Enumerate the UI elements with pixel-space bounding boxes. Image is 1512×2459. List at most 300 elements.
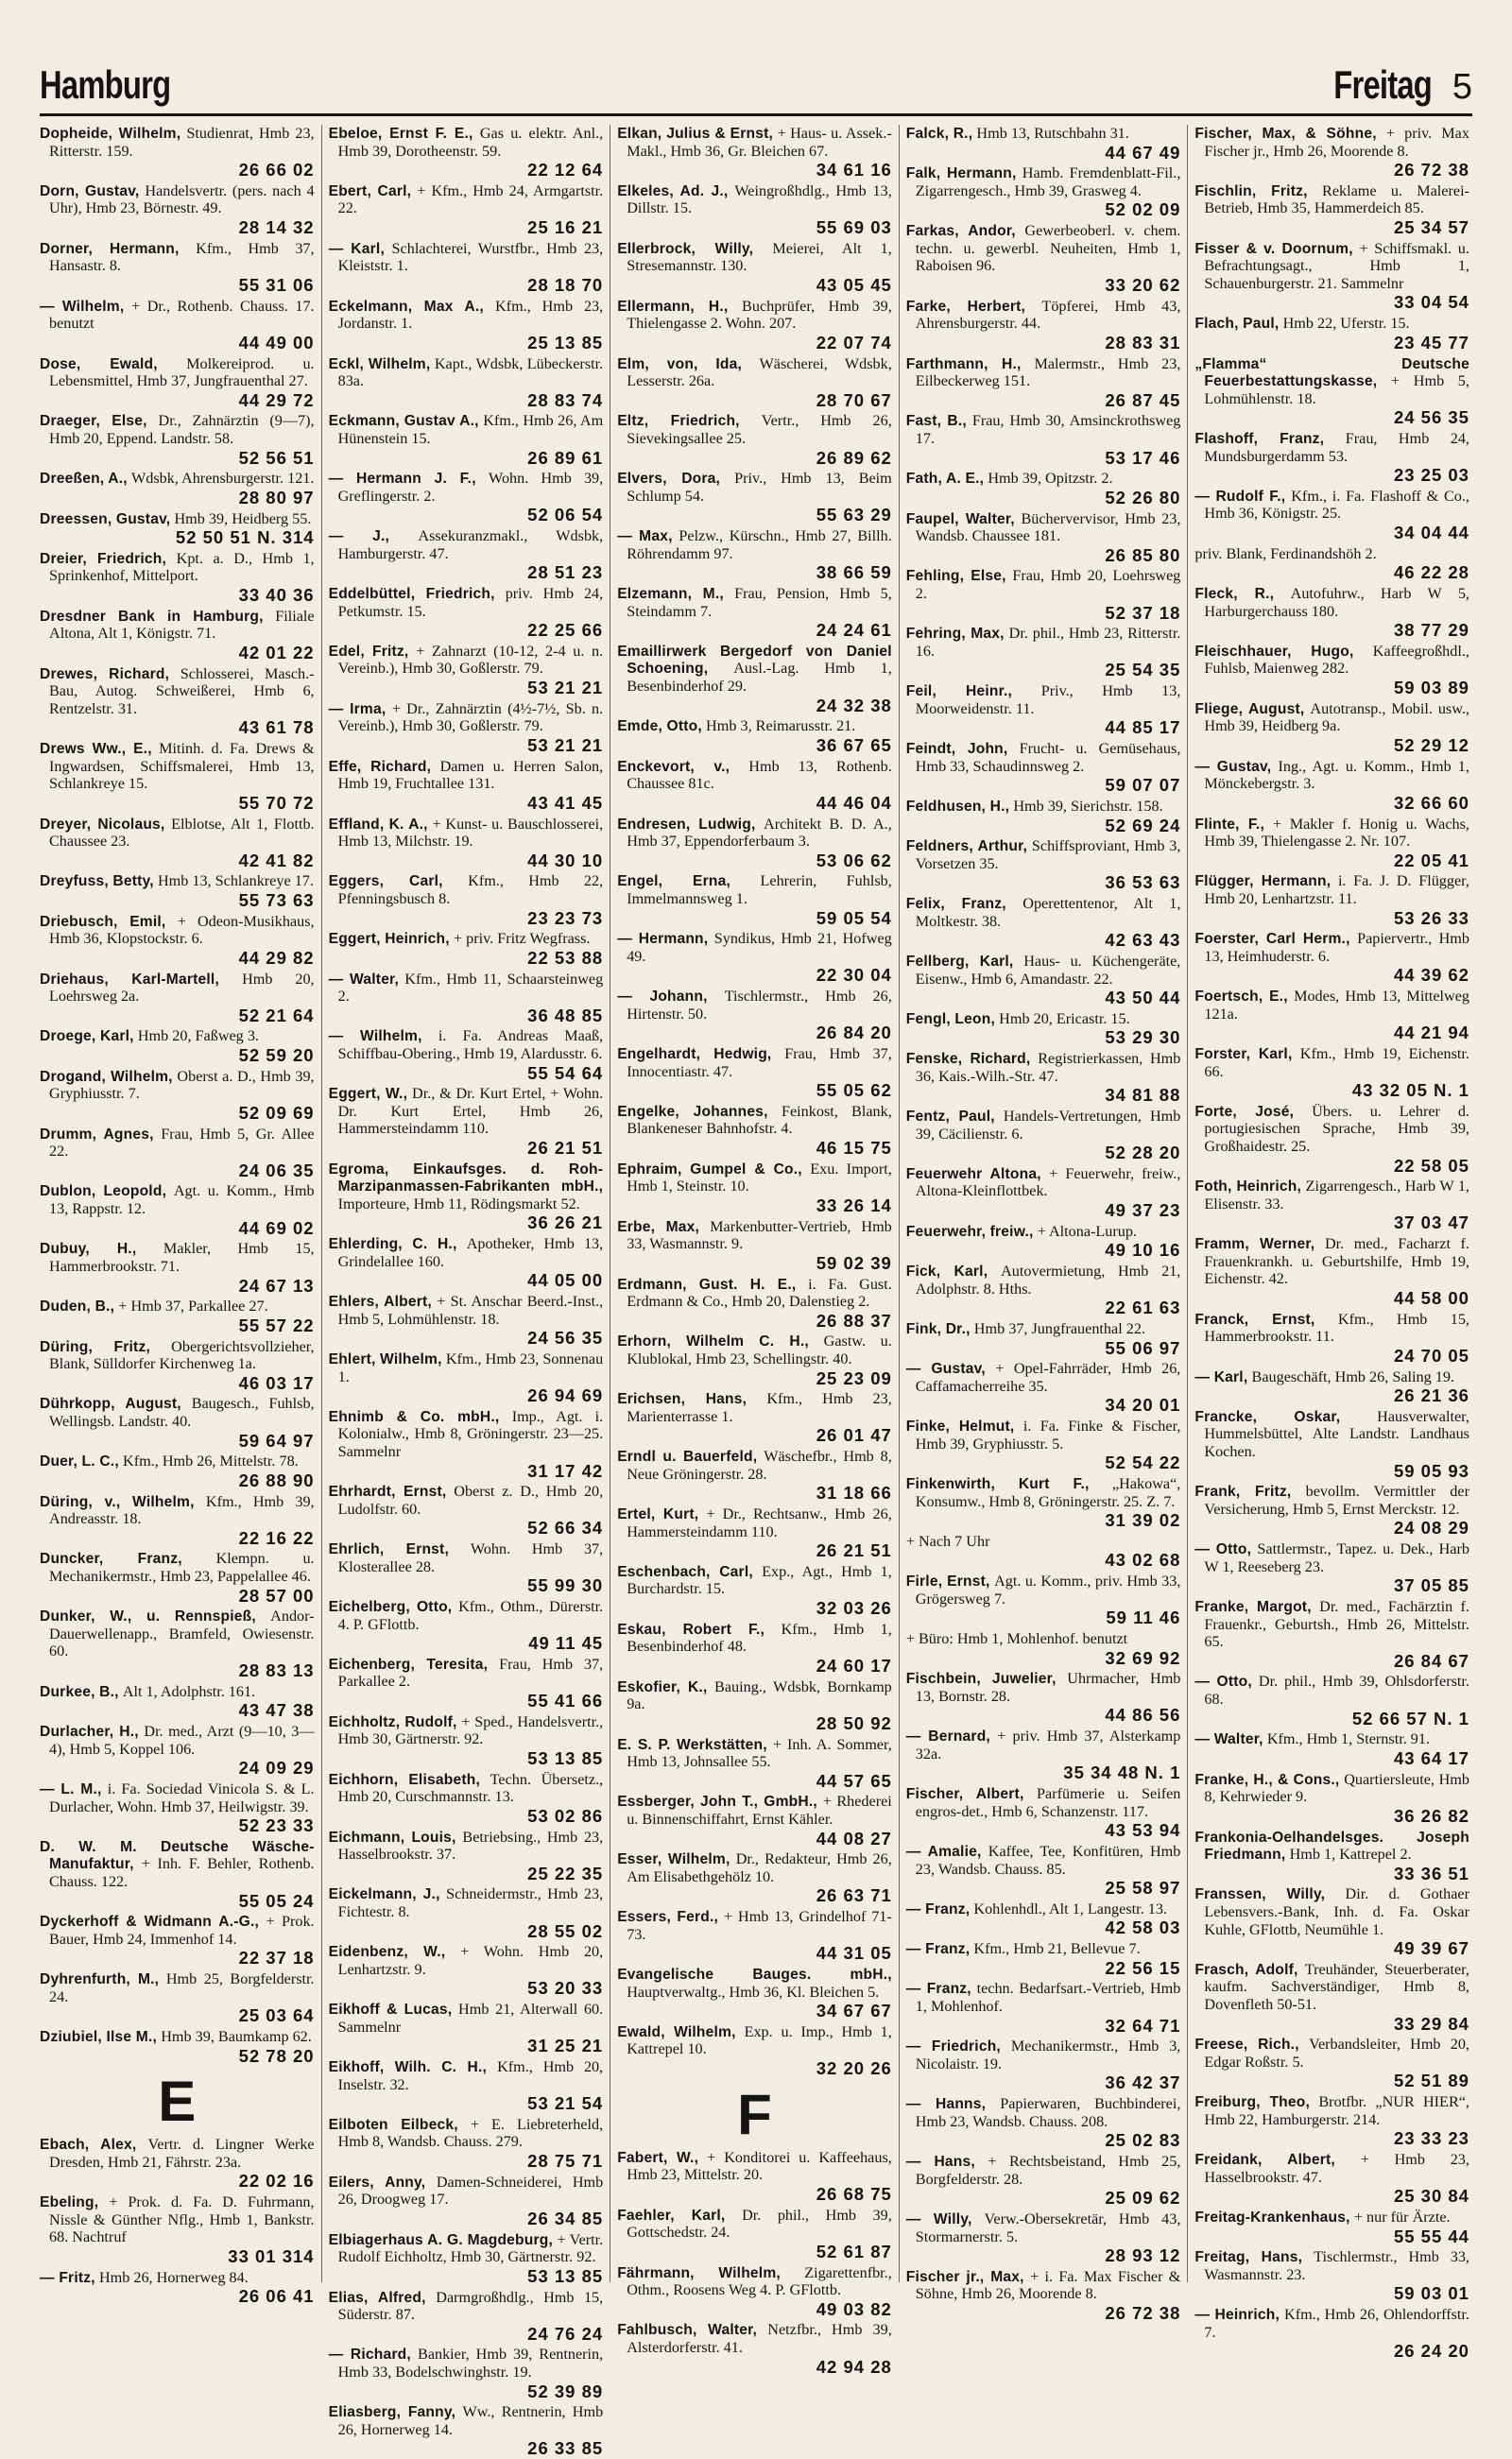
entry-name: Enckevort, v., [617, 758, 730, 775]
entry-name: Dunker, W., u. Rennspieß, [40, 1608, 256, 1625]
entry-name: Eidenbenz, W., [328, 1944, 446, 1961]
entry-details: Exu. Import, Hmb 1, Steinstr. 10. [627, 1160, 892, 1195]
entry-details: Ausl.-Lag. Hmb 1, Besenbinderhof 29. [627, 660, 892, 696]
entry-details: Vertr. d. Lingner Werke Dresden, Hmb 21, Fährstr. 23a. [49, 2136, 315, 2171]
entry-phone: 46 03 17 [238, 1372, 315, 1393]
directory-entry [40, 872, 315, 910]
entry-details: priv. Blank, Ferdinandshöh 2. [1194, 544, 1377, 562]
entry-phone: 34 04 44 [1393, 522, 1469, 542]
entry-details: Frau, Hmb 37, Parkallee 2. [337, 1655, 604, 1691]
entry-name: E. S. P. Werkstätten, [617, 1736, 767, 1753]
entry-phone: 36 67 65 [816, 734, 892, 755]
entry-phone: 53 17 46 [1105, 447, 1181, 468]
entry-phone: 25 58 97 [1105, 1878, 1181, 1899]
entry-phone: 25 13 85 [527, 332, 604, 353]
entry-details: Kfm., Hmb 1, Besenbinderhof 48. [627, 1620, 892, 1656]
entry-name: — Johann, [617, 989, 708, 1006]
entry-details: Oberst a. D., Hmb 39, Gryphiusstr. 7. [49, 1067, 315, 1103]
entry-details: Autofuhrw., Harb W 5, Harburgerchauss 180. [1204, 585, 1469, 620]
entry-details: Frau, Hmb 20, Loehrsweg 2. [915, 567, 1181, 602]
entry-details: Hamb. Fremdenblatt-Fil., Zigarrengesch., Hmb 39, Grasweg 4. [915, 164, 1181, 199]
entry-name: Esser, Wilhelm, [617, 1851, 730, 1868]
entry-name: Feuerwehr, freiw., [905, 1223, 1034, 1240]
directory-entry [40, 355, 315, 411]
directory-entry [617, 182, 892, 238]
entry-name: Eckelmann, Max A., [328, 298, 484, 315]
directory-entry [329, 1771, 604, 1827]
entry-phone: 59 07 07 [1105, 775, 1181, 796]
directory-entry [40, 1970, 315, 2026]
directory-entry [329, 643, 604, 698]
entry-name: Drumm, Agnes, [40, 1126, 154, 1143]
entry-phone: 55 57 22 [238, 1315, 315, 1335]
entry-name: Erichsen, Hans, [617, 1391, 747, 1408]
entry-name: — Gustav, [1194, 758, 1272, 775]
entry-name: — Willy, [905, 2210, 972, 2227]
directory-entry [1194, 930, 1469, 986]
entry-phone: 34 61 16 [816, 160, 892, 181]
entry-details: Kfm., Hmb 11, Schaarsteinweg 2. [337, 970, 604, 1006]
entry-phone: 28 93 12 [1105, 2245, 1181, 2266]
entry-name: Dreier, Friedrich, [40, 550, 167, 567]
directory-entry [329, 1885, 604, 1941]
directory-entry [40, 2028, 315, 2066]
entry-details: Dr. med., Facharzt f. Frauenkrankh. u. Geburtshilfe, Hmb 19, Eichenstr. 42. [1204, 1235, 1469, 1288]
entry-phone: 33 29 84 [1393, 2013, 1469, 2034]
directory-entry [329, 1829, 604, 1884]
directory-entry [329, 1943, 604, 1999]
entry-details: + Hmb 5, Lohmühlenstr. 18. [1204, 372, 1469, 407]
directory-entry [1194, 1178, 1469, 1233]
directory-entry [1194, 355, 1469, 428]
entry-phone: 43 50 44 [1105, 988, 1181, 1008]
directory-entry [906, 222, 1181, 295]
entry-details: „Hakowa“, Konsumw., Hmb 8, Gröningerstr. 25. Z. 7. [915, 1474, 1181, 1510]
entry-name: Durlacher, H., [40, 1724, 139, 1741]
entry-name: Freese, Rich., [1194, 2037, 1299, 2054]
entry-phone: 34 81 88 [1105, 1085, 1181, 1106]
directory-entry [617, 585, 892, 641]
entry-phone: 53 20 33 [527, 1978, 604, 1999]
entry-details: Kfm., i. Fa. Flashoff & Co., Hmb 36, Königstr. 25. [1204, 487, 1469, 523]
entry-details: Architekt B. D. A., Hmb 37, Eppendorferbaum 3. [627, 815, 892, 851]
entry-details: Hmb 13, Schlankreye 17. [157, 872, 314, 890]
entry-phone: 26 21 36 [1393, 1385, 1469, 1406]
entry-phone: 59 03 89 [1393, 678, 1469, 698]
entry-details: Treuhänder, Steuerberater, kaufm. Sachverständiger, Hmb 8, Dovenfleth 50-51. [1204, 1960, 1469, 2014]
directory-entry [329, 758, 604, 814]
directory-entry [906, 1573, 1181, 1628]
entry-name: Eckl, Wilhelm, [328, 355, 431, 372]
entry-details: Übers. u. Lehrer d. portugiesischen Sprache, Hmb 39, Großhaidestr. 25. [1204, 1102, 1469, 1156]
entry-details: + Inh. A. Sommer, Hmb 13, Johnsallee 55. [627, 1735, 892, 1771]
entry-phone: 26 24 20 [1393, 2341, 1469, 2362]
entry-phone: 24 60 17 [816, 1655, 892, 1676]
directory-column [899, 125, 1188, 2323]
directory-entry [329, 2116, 604, 2172]
directory-entry [906, 1940, 1181, 1978]
entry-details: Hmb 39, Heidberg 55. [174, 509, 312, 527]
directory-entry [1194, 872, 1469, 928]
entry-name: — Hermann, [617, 931, 709, 948]
directory-entry [617, 816, 892, 871]
entry-phone: 22 53 88 [527, 947, 604, 968]
entry-details: Hmb 39, Opitzstr. 2. [988, 470, 1113, 488]
entry-name: Franke, H., & Cons., [1194, 1771, 1340, 1788]
entry-name: Dose, Ewald, [40, 355, 158, 372]
entry-phone: 26 85 80 [1105, 544, 1181, 565]
entry-details: + priv. Fritz Wegfrass. [453, 930, 591, 948]
directory-entry [40, 125, 315, 181]
directory-entry [40, 1182, 315, 1238]
entry-phone: 59 02 39 [816, 1252, 892, 1273]
entry-name: Elvers, Dora, [617, 471, 721, 488]
entry-name: Drews Ww., E., [40, 741, 152, 758]
entry-phone: 43 47 38 [238, 1700, 315, 1721]
entry-name: Erdmann, Gust. H. E., [617, 1276, 797, 1293]
entry-phone: 59 64 97 [238, 1430, 315, 1451]
directory-entry [1194, 488, 1469, 543]
entry-details: Dr. phil., Hmb 39, Gottschedstr. 24. [627, 2206, 892, 2242]
entry-details: + Zahnarzt (10-12, 2-4 u. n. Vereinb.), Hmb 30, Goßlerstr. 79. [337, 642, 604, 678]
entry-phone: 55 06 97 [1105, 1337, 1181, 1358]
entry-name: Foth, Heinrich, [1194, 1178, 1301, 1195]
directory-entry [1194, 2093, 1469, 2149]
entry-name: Fischer, Max, & Söhne, [1194, 126, 1377, 142]
entry-name: Falck, R., [905, 126, 973, 142]
entry-details: Wohn. Hmb 37, Klosterallee 28. [337, 1540, 604, 1575]
entry-phone: 44 67 49 [1105, 142, 1181, 163]
directory-entry [40, 1723, 315, 1779]
entry-details: Agt. u. Komm., priv. Hmb 33, Grögersweg 7. [915, 1573, 1181, 1608]
directory-entry [329, 1483, 604, 1539]
entry-phone: 26 21 51 [816, 1540, 892, 1561]
directory-entry [906, 1900, 1181, 1938]
directory-entry [329, 700, 604, 756]
directory-entry [906, 1475, 1181, 1531]
entry-phone: 36 53 63 [1105, 872, 1181, 893]
entry-phone: 44 69 02 [238, 1217, 315, 1238]
entry-details: Wdsbk, Ahrensburgerstr. 121. [130, 470, 315, 488]
directory-column [321, 125, 610, 2459]
entry-details: Hmb 25, Borgfelderstr. 24. [49, 1970, 315, 2005]
entry-phone: 55 05 24 [238, 1890, 315, 1911]
directory-columns [40, 125, 1476, 2459]
entry-details: Bauing., Wdsbk, Bornkamp 9a. [627, 1677, 892, 1713]
entry-details: Kfm., Hmb 26, Am Hünenstein 15. [337, 412, 604, 447]
entry-phone: 55 69 03 [816, 217, 892, 238]
directory-entry [40, 182, 315, 238]
directory-entry [617, 1736, 892, 1792]
entry-phone: 28 55 02 [527, 1920, 604, 1941]
entry-name: Essers, Ferd., [617, 1909, 719, 1926]
entry-phone: 24 70 05 [1393, 1345, 1469, 1366]
entry-phone: 52 26 80 [1105, 487, 1181, 507]
entry-name: Elias, Alfred, [328, 2289, 426, 2306]
entry-details: Hmb 20, Loehrsweg 2a. [49, 970, 315, 1006]
entry-name: Emde, Otto, [617, 718, 702, 735]
directory-entry [40, 1338, 315, 1394]
entry-details: Hmb 20, Faßweg 3. [137, 1027, 259, 1045]
directory-entry [617, 1390, 892, 1446]
entry-details: Haus- u. Küchengeräte, Eisenw., Hmb 6, Amandastr. 22. [915, 952, 1181, 988]
entry-phone: 33 04 54 [1393, 292, 1469, 313]
directory-entry [40, 971, 315, 1026]
entry-name: Foertsch, E., [1194, 989, 1288, 1006]
entry-details: Exp. u. Imp., Hmb 1, Kattrepel 10. [627, 2022, 892, 2058]
entry-phone: 44 86 56 [1105, 1705, 1181, 1726]
directory-entry [1194, 430, 1469, 486]
entry-phone: 49 39 67 [1393, 1938, 1469, 1959]
entry-name: — Irma, [328, 700, 387, 717]
entry-name: Driebusch, Emil, [40, 913, 166, 930]
section-letter: E [158, 2070, 197, 2134]
entry-details: + Dr., Zahnärztin (4½-7½, Sb. n. Vereinb.), Hmb 30, Goßlerstr. 79. [337, 699, 604, 735]
entry-name: Finke, Helmut, [905, 1419, 1015, 1436]
directory-entry [906, 740, 1181, 796]
entry-phone: 24 67 13 [238, 1275, 315, 1296]
entry-name: — Walter, [1194, 1731, 1263, 1748]
entry-details: Alt 1, Adolphstr. 161. [122, 1682, 256, 1700]
entry-details: + Dr., Rothenb. Chauss. 17. benutzt [49, 297, 315, 333]
entry-details: + Wohn. Hmb 20, Lenhartzstr. 9. [337, 1943, 604, 1978]
entry-details: Obergerichtsvollzieher, Blank, Sülldorfer Kirchenweg 1a. [49, 1337, 315, 1373]
directory-entry [1194, 643, 1469, 698]
entry-details: Hmb 22, Uferstr. 15. [1282, 315, 1410, 333]
entry-name: Fliege, August, [1194, 700, 1305, 717]
entry-phone: 22 16 22 [238, 1527, 315, 1548]
entry-phone: 28 70 67 [816, 389, 892, 410]
entry-phone: 49 37 23 [1105, 1200, 1181, 1221]
entry-details: i. Fa. J. D. Flügger, Hmb 20, Lenhartzstr. 11. [1204, 872, 1469, 907]
entry-phone: 55 54 64 [527, 1062, 604, 1083]
entry-phone: 26 68 75 [816, 2183, 892, 2204]
entry-details: Zigarettenfbr., Othm., Roosens Weg 4. P. GFlottb. [627, 2263, 892, 2299]
entry-phone: 22 05 41 [1393, 850, 1469, 870]
entry-phone: 26 87 45 [1105, 389, 1181, 410]
entry-phone: 26 89 62 [816, 447, 892, 468]
page-number: 5 [1452, 67, 1472, 107]
directory-entry [1194, 545, 1469, 583]
directory-entry [617, 2264, 892, 2320]
directory-entry [40, 470, 315, 507]
entry-phone: 24 32 38 [816, 695, 892, 715]
entry-phone: 52 56 51 [238, 447, 315, 468]
entry-details: Gastw. u. Klublokal, Hmb 23, Schellingstr. 40. [627, 1333, 892, 1367]
entry-phone: 26 21 51 [527, 1138, 604, 1159]
entry-phone: 28 80 97 [238, 487, 315, 507]
entry-details: Damen-Schneiderei, Hmb 26, Droogweg 17. [337, 2173, 604, 2209]
directory-entry [906, 355, 1181, 411]
entry-details: Kfm., Hmb 22, Pfenningsbusch 8. [337, 872, 604, 907]
directory-entry [40, 1453, 315, 1490]
entry-name: Duer, L. C., [40, 1453, 119, 1470]
directory-entry [906, 164, 1181, 220]
entry-phone: 42 41 82 [238, 850, 315, 870]
directory-entry [906, 1108, 1181, 1163]
directory-entry [906, 470, 1181, 507]
entry-details: Darmgroßhdlg., Hmb 15, Süderstr. 87. [337, 2288, 604, 2324]
entry-name: Ehlert, Wilhelm, [328, 1350, 442, 1367]
entry-name: Feil, Heinr., [905, 683, 1013, 700]
entry-name: — Wilhelm, [328, 1028, 422, 1045]
entry-name: — Rudolf F., [1194, 488, 1286, 505]
directory-entry [617, 1678, 892, 1734]
entry-phone: 44 29 82 [238, 947, 315, 968]
entry-phone: 53 13 85 [527, 1747, 604, 1768]
entry-details: Autovermietung, Hmb 21, Adolphstr. 8. Hths. [915, 1263, 1181, 1298]
directory-entry [329, 527, 604, 583]
directory-entry [617, 298, 892, 353]
entry-phone: 25 02 83 [1105, 2130, 1181, 2151]
directory-entry [617, 527, 892, 583]
entry-name: Engelhardt, Hedwig, [617, 1046, 772, 1062]
directory-entry [617, 2321, 892, 2377]
entry-name: Ehlerding, C. H., [328, 1236, 457, 1253]
entry-phone: 22 02 16 [238, 2171, 315, 2192]
directory-entry [329, 2346, 604, 2401]
directory-entry [906, 1165, 1181, 1221]
directory-entry [329, 1713, 604, 1769]
entry-phone: 28 51 23 [527, 562, 604, 583]
entry-details: Frau, Hmb 24, Mundsburgerdamm 53. [1204, 429, 1469, 465]
directory-entry [40, 816, 315, 871]
entry-details: + Dr., Rechtsanw., Hmb 26, Hammersteindamm 110. [627, 1505, 892, 1540]
entry-name: Emaillirwerk Bergedorf von Daniel Schoening, [617, 643, 892, 678]
entry-name: Duden, B., [40, 1298, 115, 1315]
entry-name: Duncker, Franz, [40, 1551, 182, 1568]
entry-name: Franck, Ernst, [1194, 1311, 1315, 1328]
entry-name: Endresen, Ludwig, [617, 816, 756, 833]
entry-details: Wäschefbr., Hmb 8, Neue Gröningerstr. 28. [627, 1448, 892, 1483]
entry-name: Falk, Hermann, [905, 165, 1017, 182]
entry-details: + Prok. Bauer, Hmb 24, Immenhof 14. [49, 1913, 315, 1948]
directory-entry [617, 1161, 892, 1216]
entry-details: Uhrmacher, Hmb 13, Bornstr. 28. [915, 1670, 1181, 1705]
entry-phone: 44 85 17 [1105, 717, 1181, 738]
entry-name: Fentz, Paul, [905, 1109, 995, 1126]
entry-phone: 43 32 05 N. 1 [1351, 1080, 1469, 1101]
entry-details: Wäscherei, Wdsbk, Lesserstr. 26a. [627, 354, 892, 390]
entry-name: Eltz, Friedrich, [617, 413, 740, 430]
directory-entry [617, 988, 892, 1043]
entry-phone: 26 06 41 [238, 2286, 315, 2307]
entry-name: Felix, Franz, [905, 896, 1006, 913]
directory-entry [1194, 1771, 1469, 1827]
entry-name: — Karl, [328, 240, 385, 257]
directory-entry [329, 1350, 604, 1406]
entry-phone: 52 61 87 [816, 2241, 892, 2261]
directory-entry [1194, 2306, 1469, 2362]
directory-entry [617, 758, 892, 814]
entry-details: Agt. u. Komm., Hmb 13, Rappstr. 12. [49, 1182, 315, 1218]
directory-entry [1194, 1598, 1469, 1671]
entry-phone: 55 31 06 [238, 274, 315, 295]
directory-entry [1194, 2209, 1469, 2246]
entry-details: Assekuranzmakl., Wdsbk, Hamburgerstr. 47. [337, 527, 604, 562]
entry-name: Elbiagerhaus A. G. Magdeburg, [328, 2231, 554, 2248]
entry-phone: 55 99 30 [527, 1575, 604, 1596]
directory-entry [1194, 1483, 1469, 1539]
directory-entry [1194, 1045, 1469, 1101]
entry-name: Freidank, Albert, [1194, 2152, 1335, 2169]
entry-name: Feldners, Arthur, [905, 838, 1028, 855]
entry-name: Dorn, Gustav, [40, 182, 140, 199]
entry-name: Erbe, Max, [617, 1218, 700, 1235]
entry-details: Lehrerin, Fuhlsb, Immelmannsweg 1. [627, 872, 892, 907]
directory-entry [40, 550, 315, 606]
entry-details: Frucht- u. Gemüsehaus, Hmb 33, Schaudinnsweg 2. [915, 740, 1181, 775]
entry-phone: 49 10 16 [1105, 1240, 1181, 1261]
entry-phone: 55 70 72 [238, 792, 315, 813]
directory-entry [906, 895, 1181, 951]
entry-name: Fehring, Max, [905, 626, 1005, 643]
directory-entry [329, 298, 604, 353]
entry-name: Eliasberg, Fanny, [328, 2404, 456, 2421]
entry-details: Schneidermstr., Hmb 23, Fichtestr. 8. [337, 1885, 604, 1920]
directory-entry [906, 298, 1181, 353]
entry-phone: 55 63 29 [816, 505, 892, 525]
directory-entry [329, 2058, 604, 2114]
entry-name: Eschenbach, Carl, [617, 1563, 753, 1580]
entry-phone: 55 73 63 [238, 889, 315, 910]
directory-entry [906, 2153, 1181, 2209]
entry-name: — Otto, [1194, 1674, 1252, 1691]
directory-entry [40, 240, 315, 296]
entry-phone: 26 72 38 [1393, 160, 1469, 181]
entry-phone: 42 94 28 [816, 2356, 892, 2377]
entry-phone: 33 40 36 [238, 585, 315, 605]
entry-phone: 31 18 66 [816, 1483, 892, 1504]
directory-entry [329, 1235, 604, 1291]
directory-entry [617, 1218, 892, 1274]
entry-name: Ebert, Carl, [328, 182, 412, 199]
directory-entry [906, 2268, 1181, 2324]
entry-phone: 33 36 51 [1393, 1863, 1469, 1883]
entry-phone: 23 25 03 [1393, 465, 1469, 486]
entry-details: Tischlermstr., Hmb 33, Wasmannstr. 23. [1204, 2248, 1469, 2283]
entry-phone: 52 78 20 [238, 2045, 315, 2066]
directory-entry [617, 717, 892, 755]
entry-details: Dr., & Dr. Kurt Ertel, + Wohn. Dr. Kurt Ertel, Hmb 26, Hammersteindamm 110. [337, 1085, 604, 1138]
entry-phone: 35 34 48 N. 1 [1063, 1763, 1181, 1783]
directory-entry [617, 1333, 892, 1388]
entry-phone: 44 49 00 [238, 332, 315, 353]
entry-phone: 55 41 66 [527, 1691, 604, 1711]
directory-entry [329, 585, 604, 641]
entry-details: Papiervertr., Hmb 13, Heimhuderstr. 6. [1204, 930, 1469, 965]
entry-details: Kfm., Hmb 15, Hammerbrookstr. 11. [1204, 1310, 1469, 1346]
directory-entry [40, 298, 315, 353]
directory-entry [617, 125, 892, 181]
entry-details: Kapt., Wdsbk, Lübeckerstr. 83a. [337, 354, 604, 390]
entry-name: Farke, Herbert, [905, 298, 1026, 315]
entry-details: Modes, Hmb 13, Mittelweg 121a. [1204, 988, 1469, 1023]
entry-details: i. Fa. Sociedad Vinicola S. & L. Durlacher, Wohn. Hmb 37, Heilwigstr. 39. [49, 1780, 315, 1815]
entry-details: Hausverwalter, Hummelsbüttel, Alte Landstr. Landhaus Kochen. [1204, 1407, 1469, 1460]
entry-details: Mechanikermstr., Hmb 3, Nicolaistr. 19. [915, 2038, 1181, 2072]
entry-phone: 26 34 85 [527, 2208, 604, 2228]
directory-entry [617, 240, 892, 296]
directory-entry [906, 567, 1181, 623]
entry-details: + Nach 7 Uhr [905, 1532, 990, 1550]
entry-details: Imp., Agt. i. Kolonialw., Hmb 8, Gröningerstr. 23—25. Sammelnr [337, 1407, 604, 1460]
entry-details: Markenbutter-Vertrieb, Hmb 33, Wasmannstr. 9. [627, 1217, 892, 1253]
entry-phone: 52 06 54 [527, 505, 604, 525]
entry-name: Freiburg, Theo, [1194, 2094, 1311, 2111]
entry-details: Dr. phil., Hmb 23, Ritterstr. 16. [915, 625, 1181, 660]
entry-phone: 53 06 62 [816, 850, 892, 870]
